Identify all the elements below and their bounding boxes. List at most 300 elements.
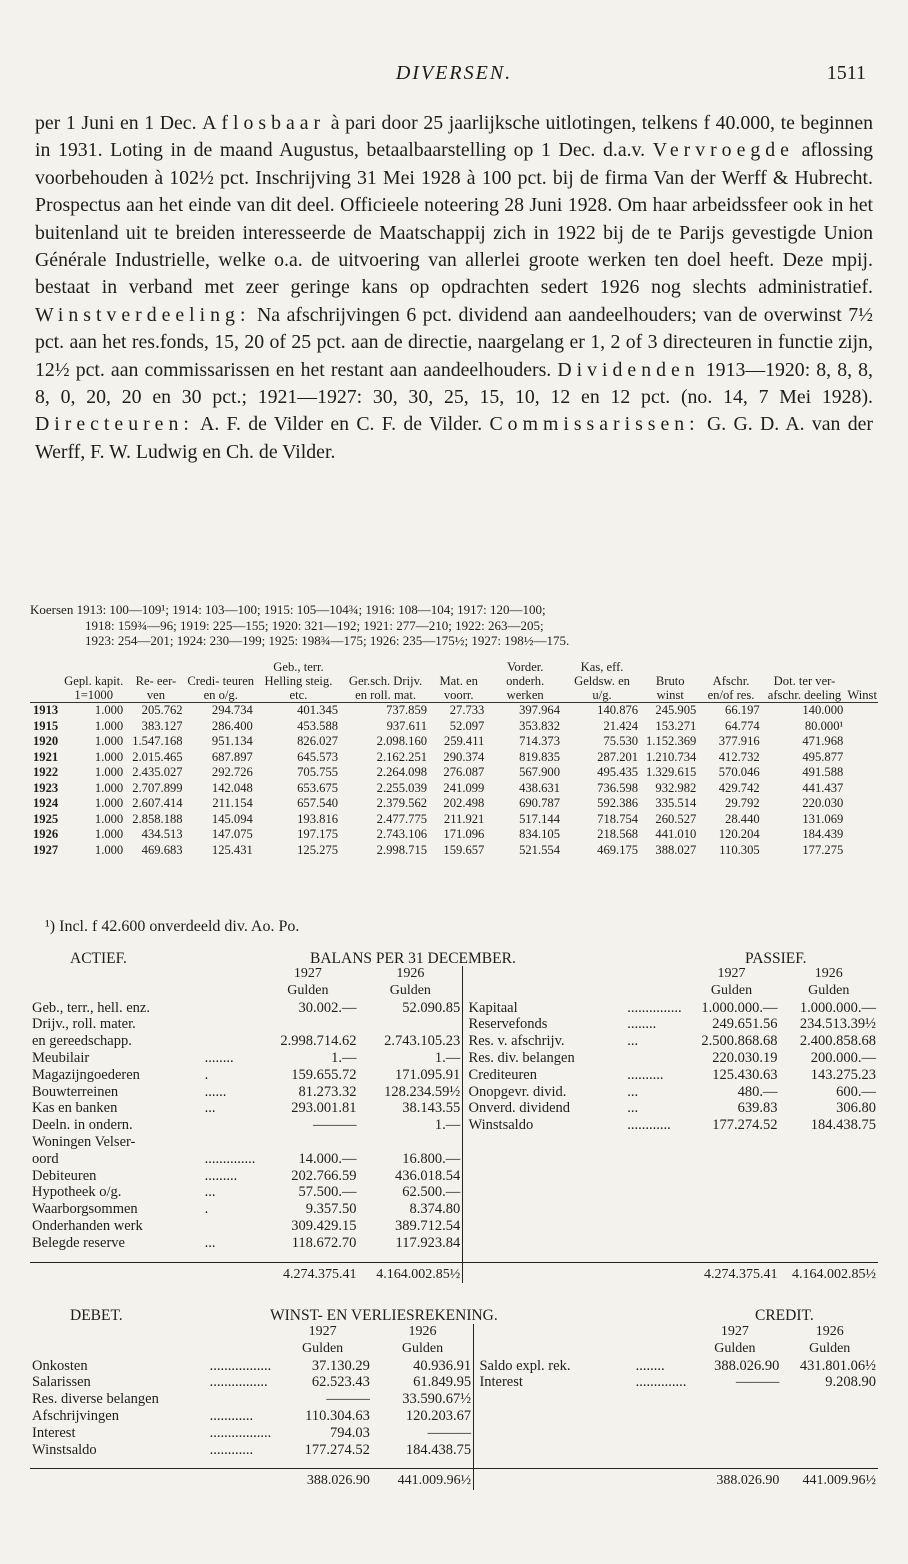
blank <box>634 1469 689 1490</box>
leader-dots <box>208 1391 274 1408</box>
cell <box>779 1201 878 1218</box>
cell <box>688 1391 781 1408</box>
total-cell: 4.274.375.41 <box>257 1262 358 1283</box>
page-number: 1511 <box>826 62 866 84</box>
leader-dots: ...... <box>204 1083 227 1100</box>
value-cell: 287.201 <box>597 749 639 764</box>
item-label: Magazijngoederen <box>32 1066 140 1083</box>
cell <box>779 1168 878 1185</box>
leader-dots: ............ <box>627 1117 671 1134</box>
col-header: Afschr. en/of res. <box>699 660 762 703</box>
value-cell: 434.513 <box>141 827 183 841</box>
value-cell: 159.657 <box>443 842 485 857</box>
item-label: Hypotheek o/g. <box>32 1184 122 1201</box>
leader-dots: . <box>204 1201 209 1218</box>
value-cell: 211.154 <box>212 796 253 810</box>
amount-cell: 125.430.63 <box>712 1066 778 1083</box>
cell <box>634 1442 689 1459</box>
item-label: Belegde reserve <box>32 1234 125 1251</box>
leader-dots: .......... <box>627 1066 664 1083</box>
amount-cell: 200.000.— <box>810 1049 876 1066</box>
year-label: 1927 <box>308 1324 337 1339</box>
value-cell: 2.255.039 <box>376 780 428 795</box>
blank <box>465 1252 626 1263</box>
amount-cell: 9.208.90 <box>825 1374 876 1391</box>
statement-row <box>30 1000 878 1017</box>
value-cell: 495.877 <box>802 749 844 764</box>
passief-label: PASSIEF. <box>745 950 807 967</box>
year-cell: 1926 <box>33 827 59 841</box>
col-header: Gepl. kapit. 1=1000 <box>61 660 126 703</box>
col-header: Mat. en voorr. <box>430 660 487 703</box>
value-cell: 932.982 <box>655 780 697 795</box>
value-cell: 110.305 <box>719 842 760 857</box>
value-cell: 241.099 <box>443 780 485 795</box>
statement-row <box>30 1201 878 1218</box>
total-cell: 388.026.90 <box>688 1469 781 1490</box>
leader-dots: ........ <box>204 1049 234 1066</box>
cell <box>684 1201 780 1218</box>
debet-label: DEBET. <box>70 1307 123 1324</box>
leader-dots: . <box>204 1066 209 1083</box>
leader-dots: ........ <box>635 1357 665 1374</box>
amount-cell: ——— <box>735 1374 780 1391</box>
amount-cell <box>358 1016 462 1033</box>
value-cell: 2.162.251 <box>376 749 428 764</box>
value-cell: 495.435 <box>597 765 639 779</box>
text-run: aflossing voorbehouden à 102½ pct. Inschrijving 31 Mei 1928 à 100 pct. bij de firma Van der Werff & Hubrecht. Prospectus aan het einde van dit deel. Officieele noteering 28 Juni 1928. Om haar arbeidssfeer ook in het buitenland uit te breiden interesseerde de Maatschappij zich in 1922 bij de te Parijs gevestigde Union Générale Industrielle, welke o.a. de uitvoering van allerlei groote werken ten doel heeft. Deze mpij. bestaat in verband met zeer geringe kans op opdrachten sedert 1926 nog slechts administratief. <box>35 139 873 299</box>
leader-dots: ... <box>204 1100 216 1117</box>
amount-cell: 202.766.59 <box>291 1167 357 1184</box>
cell <box>475 1442 633 1459</box>
cell <box>634 1425 689 1442</box>
koersen-line: 1918: 159¾—96; 1919: 225—155; 1920: 321—192; 1921: 277—210; 1922: 263—205; <box>85 617 544 633</box>
value-cell: 2.477.775 <box>376 811 428 826</box>
spaced-term: Directeuren: <box>35 413 194 436</box>
amount-cell: 431.801.06½ <box>799 1357 876 1374</box>
amount-cell: 1.000.000.— <box>799 999 876 1016</box>
statement-row <box>30 1391 878 1408</box>
year-header-row <box>30 966 878 983</box>
amount-cell: 171.095.91 <box>394 1066 461 1083</box>
leader-dots <box>203 1218 258 1235</box>
value-cell: 259.411 <box>443 734 485 748</box>
value-cell: 377.916 <box>718 734 760 748</box>
totals-row <box>30 1262 878 1283</box>
value-cell: 335.514 <box>655 796 697 810</box>
blank <box>684 1252 780 1263</box>
value-cell: 64.774 <box>725 718 760 733</box>
cell <box>634 1408 689 1425</box>
cell <box>625 1184 683 1201</box>
leader-dots: ............ <box>209 1407 254 1424</box>
item-label: Reservefonds <box>468 1016 548 1033</box>
item-label: Onopgevr. divid. <box>468 1083 567 1100</box>
value-cell: 429.742 <box>718 780 760 795</box>
col-header: Winst <box>846 660 878 703</box>
value-cell: 205.762 <box>141 703 183 717</box>
amount-cell: 159.655.72 <box>291 1066 357 1083</box>
body-paragraph <box>35 110 873 466</box>
value-cell: 142.048 <box>211 780 253 795</box>
item-label: Res. diverse belangen <box>32 1391 159 1408</box>
year-label: 1926 <box>814 966 843 981</box>
cell <box>475 1425 633 1442</box>
value-cell: 1.000 <box>94 796 124 810</box>
amount-cell: 62.500.— <box>402 1184 461 1201</box>
amount-cell: 220.030.19 <box>712 1049 778 1066</box>
value-cell: 491.588 <box>802 765 844 779</box>
amount-cell: 639.83 <box>737 1100 778 1117</box>
statement-row <box>30 1084 878 1101</box>
total-cell: 4.274.375.41 <box>684 1262 780 1283</box>
value-cell: 441.437 <box>802 780 844 795</box>
amount-cell: 40.936.91 <box>413 1357 472 1374</box>
text-run: G. G. D. A. van der Werff, F. W. Ludwig en Ch. de Vilder. <box>35 413 873 463</box>
item-label: Onkosten <box>32 1357 88 1374</box>
blank <box>203 1252 258 1263</box>
koersen-block <box>30 602 878 649</box>
value-cell: 1.329.615 <box>645 765 697 779</box>
col-header: Vorder. onderh. werken <box>487 660 563 703</box>
item-label: Interest <box>32 1424 76 1441</box>
blank <box>358 1252 462 1263</box>
blank <box>208 1469 274 1490</box>
amount-cell: 33.590.67½ <box>402 1391 472 1408</box>
blank <box>475 1324 633 1341</box>
item-label: Crediteuren <box>468 1066 537 1083</box>
amount-cell: 389.712.54 <box>394 1217 461 1234</box>
blank <box>30 1252 203 1263</box>
leader-dots <box>203 1134 258 1151</box>
cell <box>625 1168 683 1185</box>
cell <box>688 1408 781 1425</box>
amount-cell: 8.374.80 <box>409 1201 461 1218</box>
statement-row <box>30 1425 878 1442</box>
col-header: Kas, eff. Geldsw. en u/g. <box>563 660 641 703</box>
blank <box>625 983 683 1000</box>
value-cell: 1.210.734 <box>645 749 697 764</box>
value-cell: 657.540 <box>297 796 339 810</box>
leader-dots: ......... <box>204 1167 238 1184</box>
history-row <box>30 734 878 750</box>
value-cell: 1.000 <box>94 842 124 857</box>
history-row <box>30 781 878 797</box>
value-cell: 147.075 <box>211 827 253 841</box>
leader-dots: ............... <box>627 999 682 1016</box>
amount-cell: 81.273.32 <box>298 1083 357 1100</box>
value-cell: 153.271 <box>655 718 697 733</box>
statement-row <box>30 1168 878 1185</box>
year-cell: 1920 <box>33 734 59 748</box>
item-label: Res. div. belangen <box>468 1049 575 1066</box>
blank <box>475 1458 633 1469</box>
leader-dots: ........ <box>627 1016 657 1033</box>
statement-row <box>30 1100 878 1117</box>
amount-cell: 120.203.67 <box>405 1407 472 1424</box>
blank <box>688 1458 781 1469</box>
value-cell: 937.611 <box>386 718 428 733</box>
amount-cell <box>257 1016 358 1033</box>
value-cell: 1.000 <box>94 811 124 826</box>
cell <box>625 1218 683 1235</box>
value-cell: 1.000 <box>94 718 124 733</box>
value-cell: 1.000 <box>94 703 124 717</box>
blank <box>634 1458 689 1469</box>
history-row <box>30 812 878 828</box>
cell <box>634 1391 689 1408</box>
cell <box>684 1134 780 1151</box>
value-cell: 690.787 <box>519 796 561 810</box>
totals-row <box>30 1469 878 1490</box>
leader-dots: ... <box>204 1184 216 1201</box>
value-cell: 120.204 <box>718 827 760 841</box>
blank <box>625 1252 683 1263</box>
unit-label: Gulden <box>287 982 329 998</box>
leader-dots: ... <box>204 1234 216 1251</box>
year-label: 1927 <box>717 966 746 981</box>
blank <box>257 1252 358 1263</box>
col-header: Credi- teuren en o/g. <box>186 660 256 703</box>
value-cell: 202.498 <box>443 796 485 810</box>
item-label: Debiteuren <box>32 1167 97 1184</box>
spaced-term: Vervroegde <box>652 139 794 162</box>
leader-dots <box>203 1033 258 1050</box>
amount-cell: 249.651.56 <box>712 1016 778 1033</box>
col-header: Re- eer- ven <box>126 660 185 703</box>
item-label: Winstsaldo <box>468 1117 534 1134</box>
value-cell: 653.675 <box>297 780 339 795</box>
leader-dots: ... <box>627 1100 639 1117</box>
item-label: Res. v. afschrijv. <box>468 1033 565 1050</box>
value-cell: 401.345 <box>297 703 339 717</box>
value-cell: 21.424 <box>603 718 639 733</box>
text-run: Na afschrijvingen 6 pct. dividend aan aandeelhouders; van de overwinst 7½ pct. aan het res.fonds, 15, 20 of 25 pct. aan de directie, naargelang er 1, 2 of 3 directeuren in functie zijn, 12½ pct. aan commissarissen en het restant aan aandeelhouders. <box>35 303 873 381</box>
page-header <box>0 62 908 92</box>
cell <box>465 1134 626 1151</box>
cell <box>781 1408 878 1425</box>
year-cell: 1923 <box>33 780 59 795</box>
statement-row <box>30 1067 878 1084</box>
amount-cell: 16.800.— <box>402 1150 461 1167</box>
statement-row <box>30 1235 878 1252</box>
cell <box>779 1218 878 1235</box>
cell <box>684 1235 780 1252</box>
history-header-row <box>30 660 878 703</box>
value-cell: 714.373 <box>519 734 561 748</box>
value-cell: 140.000 <box>802 703 844 717</box>
value-cell: 220.030 <box>802 796 844 810</box>
total-cell: 4.164.002.85½ <box>779 1262 878 1283</box>
blank <box>30 1458 208 1469</box>
spacer-row <box>30 1252 878 1263</box>
item-label: Saldo expl. rek. <box>479 1357 571 1374</box>
value-cell: 2.435.027 <box>132 765 183 779</box>
balans-title: BALANS PER 31 DECEMBER. <box>310 950 516 967</box>
value-cell: 517.144 <box>519 811 561 826</box>
year-label: 1927 <box>720 1324 749 1339</box>
item-label: Onderhanden werk <box>32 1217 143 1234</box>
value-cell: 292.726 <box>211 765 253 779</box>
statement-row <box>30 1134 878 1151</box>
cell <box>781 1425 878 1442</box>
item-label: Waarborgsommen <box>32 1201 138 1218</box>
item-label: Kas en banken <box>32 1100 118 1117</box>
value-cell: 2.607.414 <box>132 796 183 810</box>
blank <box>30 966 203 983</box>
cell <box>465 1151 626 1168</box>
year-cell: 1924 <box>33 796 59 810</box>
cell <box>684 1168 780 1185</box>
value-cell: 211.921 <box>443 811 485 826</box>
statement-row <box>30 1151 878 1168</box>
value-cell: 1.000 <box>94 749 124 764</box>
cell <box>688 1442 781 1459</box>
year-cell: 1922 <box>33 765 59 779</box>
winst-title: WINST- EN VERLIESREKENING. <box>270 1307 498 1324</box>
blank <box>203 966 258 983</box>
history-footnote: ¹) Incl. f 42.600 onverdeeld div. Ao. Po. <box>45 918 300 935</box>
history-row <box>30 843 878 859</box>
value-cell: 2.379.562 <box>376 796 428 810</box>
value-cell: 1.000 <box>94 734 124 748</box>
amount-cell: 306.80 <box>836 1100 876 1117</box>
item-label: Geb., terr., hell. enz. <box>32 999 150 1016</box>
amount-cell: 309.429.15 <box>291 1217 357 1234</box>
value-cell: 1.152.369 <box>645 734 697 748</box>
balans-table <box>30 966 878 1283</box>
year-cell: 1913 <box>33 703 59 717</box>
cell <box>779 1151 878 1168</box>
amount-cell: 436.018.54 <box>394 1167 461 1184</box>
text-run: à pari door 25 jaarlijksche uitlotingen, telkens f 40.000, te beginnen in 1931. Loting in de maand Augustus, betaalbaarstelling op 1 Dec. d.a.v. <box>35 112 873 162</box>
amount-cell: 38.143.55 <box>402 1100 461 1117</box>
value-cell: 2.743.106 <box>376 827 428 841</box>
amount-cell: 2.998.714.62 <box>280 1033 357 1050</box>
amount-cell: 794.03 <box>330 1424 370 1441</box>
leader-dots: ... <box>627 1083 639 1100</box>
total-cell: 4.164.002.85½ <box>358 1262 462 1283</box>
unit-label: Gulden <box>401 1340 444 1356</box>
year-label: 1926 <box>815 1324 844 1339</box>
value-cell: 125.275 <box>297 842 339 857</box>
cell <box>465 1201 626 1218</box>
winst-heading <box>30 1307 878 1325</box>
value-cell: 75.530 <box>603 734 639 748</box>
blank <box>30 1469 208 1490</box>
history-row <box>30 703 878 719</box>
blank <box>30 1341 208 1358</box>
blank <box>475 1469 633 1490</box>
amount-cell: 293.001.81 <box>291 1100 357 1117</box>
amount-cell: 1.— <box>434 1117 461 1134</box>
amount-cell: 177.274.52 <box>304 1441 370 1458</box>
section-title: DIVERSEN. <box>395 62 513 84</box>
amount-cell: 2.400.858.68 <box>799 1033 876 1050</box>
value-cell: 131.069 <box>802 811 844 826</box>
blank <box>634 1324 689 1341</box>
cell <box>465 1168 626 1185</box>
value-cell: 951.134 <box>211 734 253 748</box>
text-run: per 1 Juni en 1 Dec. <box>35 112 197 134</box>
value-cell: 397.964 <box>519 703 561 717</box>
value-cell: 2.015.465 <box>132 749 183 764</box>
cell <box>465 1184 626 1201</box>
blank <box>208 1341 274 1358</box>
blank <box>30 983 203 1000</box>
leader-dots <box>203 1000 258 1017</box>
col-header: Dot. ter ver- afschr. deeling <box>763 660 847 703</box>
value-cell: 125.431 <box>211 842 253 857</box>
unit-label: Gulden <box>808 982 850 998</box>
value-cell: 469.175 <box>597 842 639 857</box>
value-cell: 469.683 <box>141 842 183 857</box>
value-cell: 260.527 <box>655 811 697 826</box>
value-cell: 705.755 <box>297 765 339 779</box>
value-cell: 290.374 <box>443 749 485 764</box>
blank <box>465 966 626 983</box>
blank <box>634 1341 689 1358</box>
value-cell: 80.000¹ <box>804 718 844 733</box>
col-header: Ger.sch. Drijv. en roll. mat. <box>341 660 430 703</box>
cell <box>684 1151 780 1168</box>
blank <box>30 1262 203 1283</box>
blank <box>465 1262 626 1283</box>
statement-row <box>30 1050 878 1067</box>
amount-cell <box>358 1134 462 1151</box>
blank <box>475 1341 633 1358</box>
item-label: en gereedschapp. <box>32 1033 132 1050</box>
amount-cell: 110.304.63 <box>305 1407 370 1424</box>
leader-dots <box>625 1050 683 1067</box>
winst-table <box>30 1324 878 1490</box>
value-cell: 28.440 <box>725 811 760 826</box>
spacer-row <box>30 1458 878 1469</box>
koersen-line: Koersen 1913: 100—109¹; 1914: 103—100; 1915: 105—104¾; 1916: 108—104; 1917: 120—100; <box>30 602 546 617</box>
value-cell: 736.598 <box>597 780 639 795</box>
leader-dots: ... <box>627 1033 639 1050</box>
credit-label: CREDIT. <box>755 1307 814 1324</box>
blank <box>779 1252 878 1263</box>
statement-row <box>30 1033 878 1050</box>
value-cell: 286.400 <box>211 718 253 733</box>
value-cell: 645.573 <box>297 749 339 764</box>
value-cell: 1.000 <box>94 827 124 841</box>
year-label: 1926 <box>396 966 425 981</box>
cell <box>781 1391 878 1408</box>
value-cell: 27.733 <box>449 703 485 717</box>
value-cell: 819.835 <box>519 749 561 764</box>
value-cell: 2.098.160 <box>376 734 428 748</box>
value-cell: 171.096 <box>443 827 485 841</box>
statement-row <box>30 1442 878 1459</box>
amount-cell: 1.000.000.— <box>701 999 778 1016</box>
value-cell: 2.858.188 <box>132 811 183 826</box>
unit-label: Gulden <box>714 1340 756 1356</box>
leader-dots: .............. <box>204 1150 256 1167</box>
value-cell: 737.859 <box>386 703 428 717</box>
value-cell: 193.816 <box>297 811 339 826</box>
unit-label: Gulden <box>809 1340 851 1356</box>
year-cell: 1925 <box>33 811 59 826</box>
year-cell: 1921 <box>33 749 59 764</box>
item-label: Bouwterreinen <box>32 1083 119 1100</box>
year-label: 1927 <box>293 966 322 981</box>
amount-cell: 128.234.59½ <box>384 1083 461 1100</box>
value-cell: 294.734 <box>211 703 253 717</box>
cell <box>779 1184 878 1201</box>
unit-row <box>30 1341 878 1358</box>
